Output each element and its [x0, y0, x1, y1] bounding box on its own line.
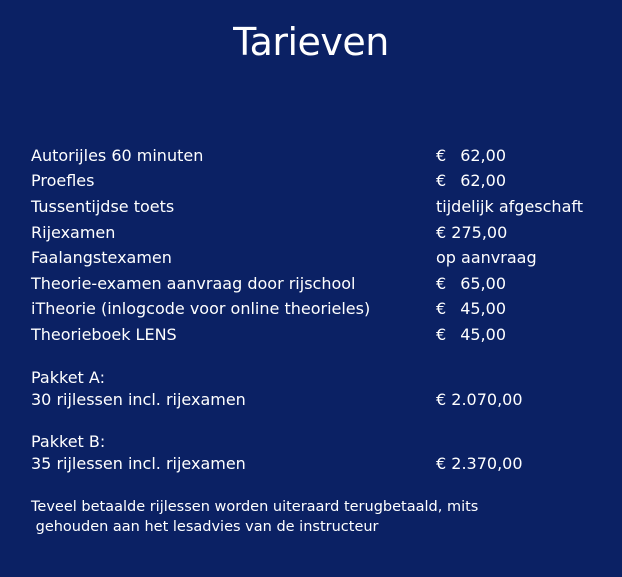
currency-symbol: €: [436, 274, 447, 293]
currency-symbol: €: [436, 223, 447, 242]
price-row-rijexamen: [31, 222, 601, 244]
price-value: [436, 273, 506, 295]
price-label: Rijexamen: [31, 223, 116, 242]
currency-symbol: €: [436, 146, 447, 165]
price-label: Theorie-examen aanvraag door rijschool: [31, 274, 356, 293]
price-label: Autorijles 60 minuten: [31, 146, 204, 165]
price-value: [436, 145, 506, 167]
package-heading: Pakket B:: [31, 432, 106, 451]
currency-symbol: €: [436, 325, 447, 344]
price-amount: 62,00: [460, 146, 506, 165]
price-value: [436, 298, 506, 320]
price-value: [436, 324, 506, 346]
price-label: Tussentijdse toets: [31, 197, 175, 216]
package-price: € 2.070,00: [436, 390, 523, 409]
package-label: 30 rijlessen incl. rijexamen: [31, 390, 246, 409]
price-label: Faalangstexamen: [31, 248, 172, 267]
price-row-tussentijdse-toets: [31, 196, 601, 218]
price-row-faalangstexamen: [31, 247, 601, 269]
currency-symbol: €: [436, 171, 447, 190]
package-a-row: [31, 389, 601, 411]
price-label: Proefles: [31, 171, 95, 190]
package-b-row: [31, 453, 601, 475]
currency-symbol: €: [436, 299, 447, 318]
price-amount: 275,00: [451, 223, 508, 242]
price-row-autorijles: [31, 145, 601, 167]
package-b-heading: [31, 431, 601, 453]
refund-note-line-1: Teveel betaalde rijlessen worden uiteraard terugbetaald, mits: [31, 499, 479, 515]
refund-note-line-2: gehouden aan het lesadvies van de instructeur: [31, 519, 379, 535]
price-value: [436, 170, 506, 192]
price-amount: 65,00: [460, 274, 506, 293]
price-amount: 45,00: [460, 299, 506, 318]
price-value: [436, 222, 507, 244]
package-a-heading: [31, 367, 601, 389]
package-price: € 2.370,00: [436, 454, 523, 473]
price-row-theorieboek: [31, 324, 601, 346]
price-row-proefles: [31, 170, 601, 192]
price-value: tijdelijk afgeschaft: [436, 197, 583, 216]
refund-note: [31, 497, 591, 537]
price-amount: 62,00: [460, 171, 506, 190]
package-label: 35 rijlessen incl. rijexamen: [31, 454, 246, 473]
package-heading: Pakket A:: [31, 368, 105, 387]
price-value: op aanvraag: [436, 248, 537, 267]
page-title: Tarieven: [233, 20, 389, 64]
price-row-itheorie: [31, 298, 601, 320]
price-label: Theorieboek LENS: [31, 325, 177, 344]
price-row-theorie-examen: [31, 273, 601, 295]
price-amount: 45,00: [460, 325, 506, 344]
price-label: iTheorie (inlogcode voor online theorieles): [31, 299, 371, 318]
